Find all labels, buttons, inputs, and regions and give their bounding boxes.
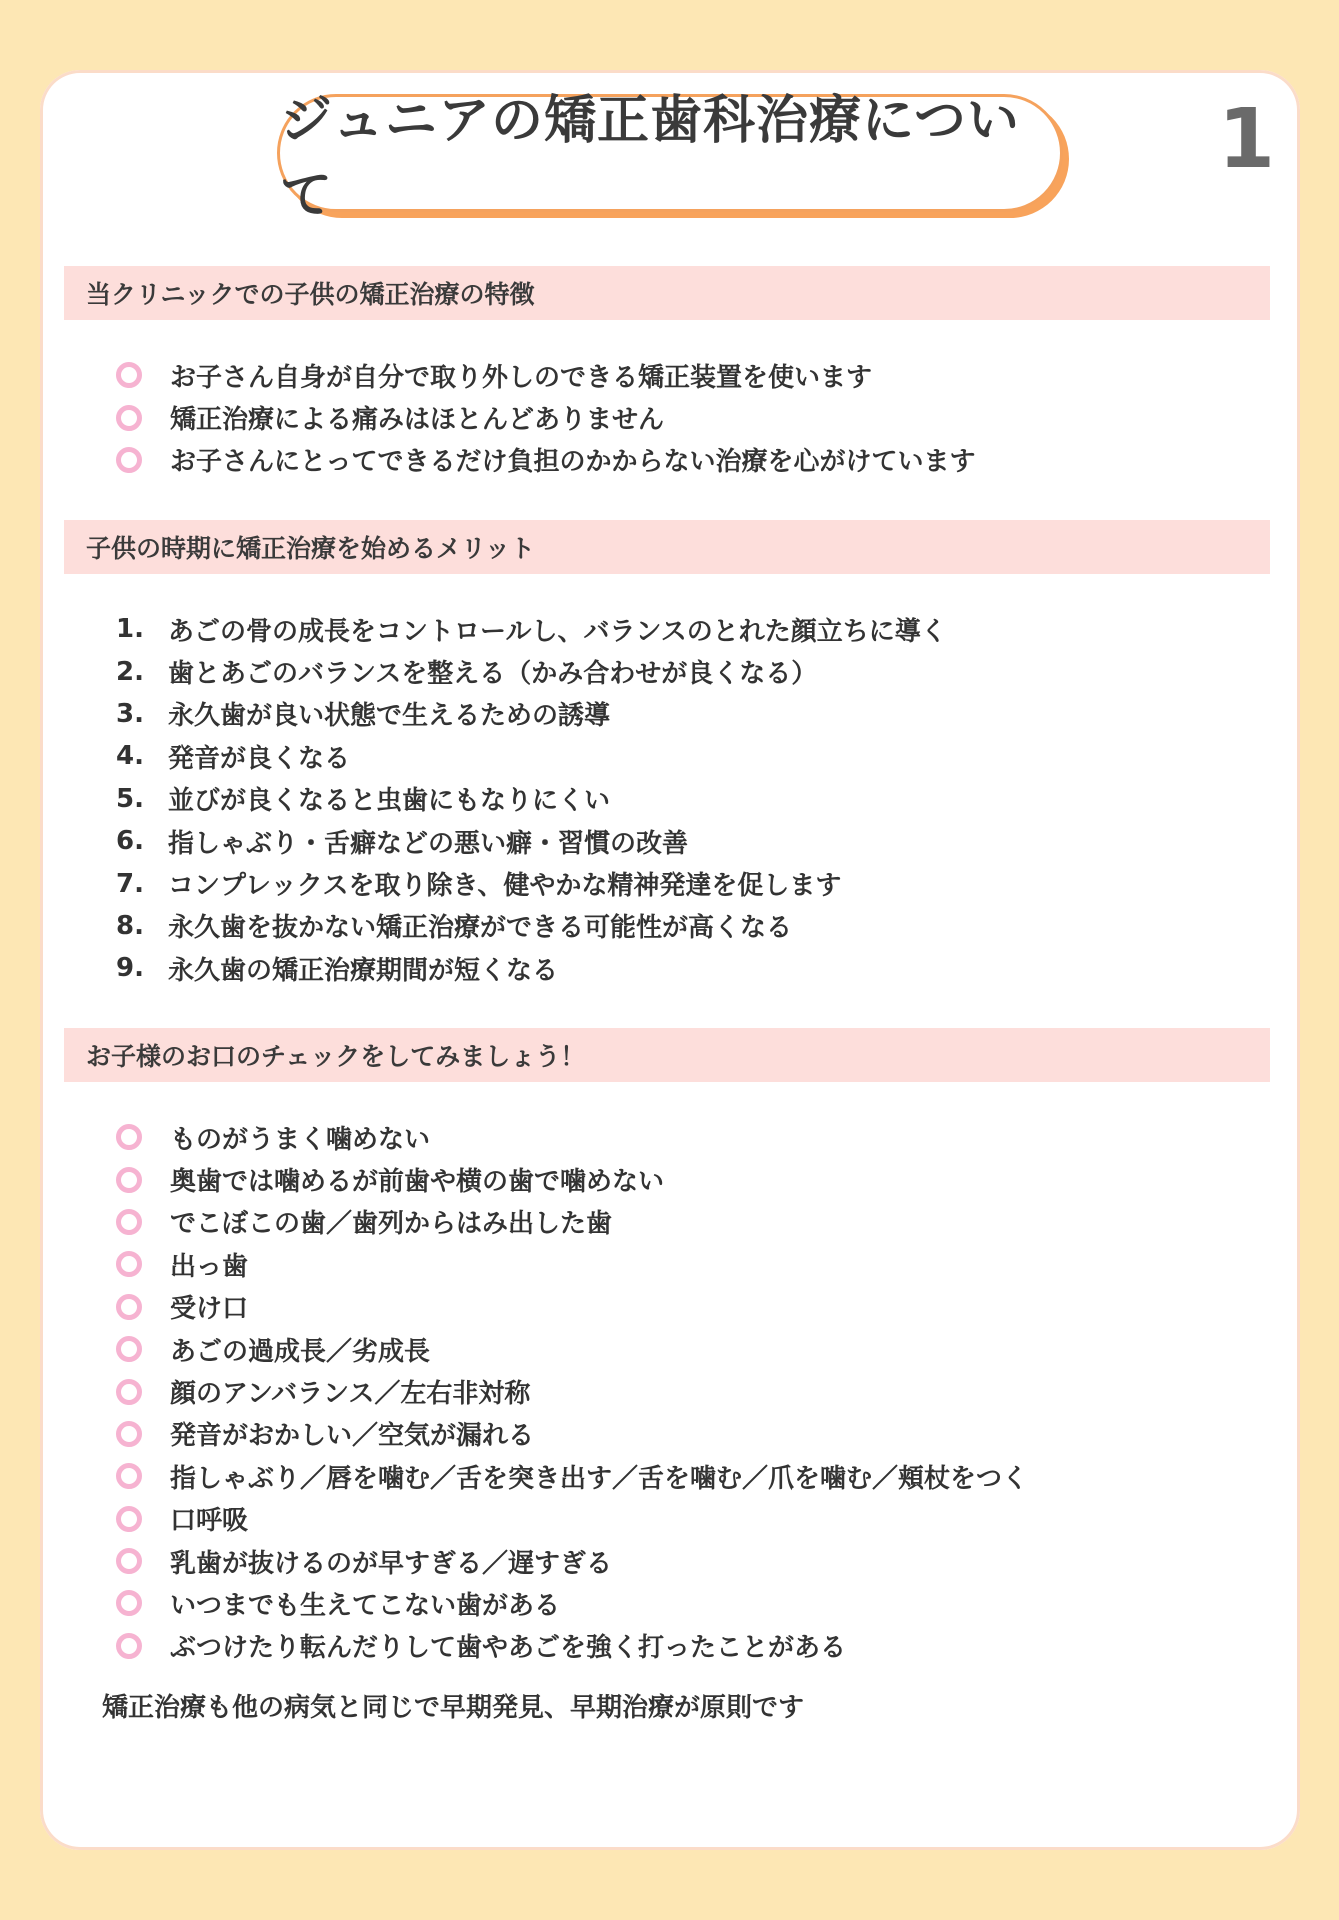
bullet-icon	[116, 1209, 142, 1235]
content-card	[40, 70, 1300, 1850]
list-item-text: 永久歯の矯正治療期間が短くなる	[168, 955, 559, 986]
section-heading-text: お子様のお口のチェックをしてみましょう！	[86, 1042, 586, 1071]
list-item-text: 永久歯が良い状態で生えるための誘導	[168, 701, 611, 732]
footer-note: 矯正治療も他の病気と同じで早期発見、早期治療が原則です	[102, 1693, 805, 1723]
page-title: ジュニアの矯正歯科治療について	[280, 91, 1020, 226]
features-list	[116, 354, 975, 481]
bullet-icon	[116, 405, 142, 431]
list-item-text: 歯とあごのバランスを整える（かみ合わせが良くなる）	[168, 659, 818, 690]
numbered-item	[116, 693, 947, 735]
section-heading-text: 当クリニックでの子供の矯正治療の特徴	[86, 280, 535, 309]
merits-list	[116, 608, 947, 990]
bullet-icon	[116, 1294, 142, 1320]
bullet-icon	[116, 1379, 142, 1405]
numbered-item	[116, 778, 947, 820]
item-number: 1.	[116, 614, 144, 645]
bullet-icon	[116, 1251, 142, 1277]
item-number: 2.	[116, 656, 144, 687]
page-number: 1	[1218, 92, 1276, 187]
numbered-item	[116, 947, 947, 989]
list-item	[116, 1498, 1028, 1540]
bullet-icon	[116, 1506, 142, 1532]
list-item-text: 指しゃぶり／唇を噛む／舌を突き出す／舌を噛む／爪を噛む／頬杖をつく	[170, 1463, 1029, 1494]
list-item	[116, 1625, 1028, 1667]
list-item	[116, 1582, 1028, 1624]
checklist	[116, 1116, 1028, 1667]
list-item	[116, 1243, 1028, 1285]
bullet-icon	[116, 1590, 142, 1616]
list-item	[116, 396, 975, 438]
list-item-text: ぶつけたり転んだりして歯やあごを強く打ったことがある	[170, 1633, 847, 1664]
list-item	[116, 1201, 1028, 1243]
numbered-item	[116, 735, 947, 777]
item-number: 7.	[116, 868, 144, 899]
list-item-text: 矯正治療による痛みはほとんどありません	[170, 405, 665, 436]
list-item-text: 出っ歯	[170, 1251, 249, 1282]
section-heading-merits	[64, 520, 1270, 574]
item-number: 3.	[116, 698, 144, 729]
numbered-item	[116, 905, 947, 947]
section-heading-text: 子供の時期に矯正治療を始めるメリット	[86, 534, 536, 563]
numbered-item	[116, 650, 947, 692]
list-item-text: 並びが良くなると虫歯にもなりにくい	[168, 786, 611, 817]
list-item-text: でこぼこの歯／歯列からはみ出した歯	[170, 1209, 613, 1240]
bullet-icon	[116, 362, 142, 388]
list-item	[116, 1158, 1028, 1200]
numbered-item	[116, 862, 947, 904]
list-item-text: 奥歯では噛めるが前歯や横の歯で噛めない	[170, 1167, 665, 1198]
item-number: 4.	[116, 741, 144, 772]
list-item-text: 発音がおかしい／空気が漏れる	[170, 1421, 535, 1452]
list-item-text: 顔のアンバランス／左右非対称	[170, 1379, 531, 1410]
item-number: 8.	[116, 910, 144, 941]
list-item-text: 口呼吸	[170, 1506, 249, 1537]
bullet-icon	[116, 1124, 142, 1150]
section-heading-checklist	[64, 1028, 1270, 1082]
bullet-icon	[116, 1633, 142, 1659]
list-item	[116, 1328, 1028, 1370]
bullet-icon	[116, 447, 142, 473]
list-item-text: いつまでも生えてこない歯がある	[170, 1590, 561, 1621]
bullet-icon	[116, 1421, 142, 1447]
list-item	[116, 1116, 1028, 1158]
numbered-item	[116, 608, 947, 650]
item-number: 5.	[116, 783, 144, 814]
bullet-icon	[116, 1548, 142, 1574]
list-item-text: あごの骨の成長をコントロールし、バランスのとれた顔立ちに導く	[168, 616, 947, 647]
list-item-text: 発音が良くなる	[168, 743, 351, 774]
list-item-text: ものがうまく噛めない	[170, 1124, 431, 1155]
list-item	[116, 1370, 1028, 1412]
list-item	[116, 1540, 1028, 1582]
list-item-text: あごの過成長／劣成長	[170, 1336, 431, 1367]
item-number: 6.	[116, 826, 144, 857]
numbered-item	[116, 820, 947, 862]
list-item-text: 受け口	[170, 1294, 249, 1325]
list-item	[116, 1413, 1028, 1455]
item-number: 9.	[116, 953, 144, 984]
list-item-text: お子さんにとってできるだけ負担のかからない治療を心がけています	[170, 447, 976, 478]
list-item-text: お子さん自身が自分で取り外しのできる矯正装置を使います	[170, 362, 873, 393]
list-item-text: コンプレックスを取り除き、健やかな精神発達を促します	[168, 871, 842, 902]
section-heading-features	[64, 266, 1270, 320]
list-item	[116, 439, 975, 481]
title-pill	[277, 91, 1063, 226]
list-item-text: 指しゃぶり・舌癖などの悪い癖・習慣の改善	[168, 828, 689, 859]
list-item-text: 乳歯が抜けるのが早すぎる／遅すぎる	[170, 1548, 613, 1579]
list-item-text: 永久歯を抜かない矯正治療ができる可能性が高くなる	[168, 913, 793, 944]
bullet-icon	[116, 1167, 142, 1193]
list-item	[116, 1455, 1028, 1497]
list-item	[116, 1286, 1028, 1328]
list-item	[116, 354, 975, 396]
bullet-icon	[116, 1463, 142, 1489]
bullet-icon	[116, 1336, 142, 1362]
